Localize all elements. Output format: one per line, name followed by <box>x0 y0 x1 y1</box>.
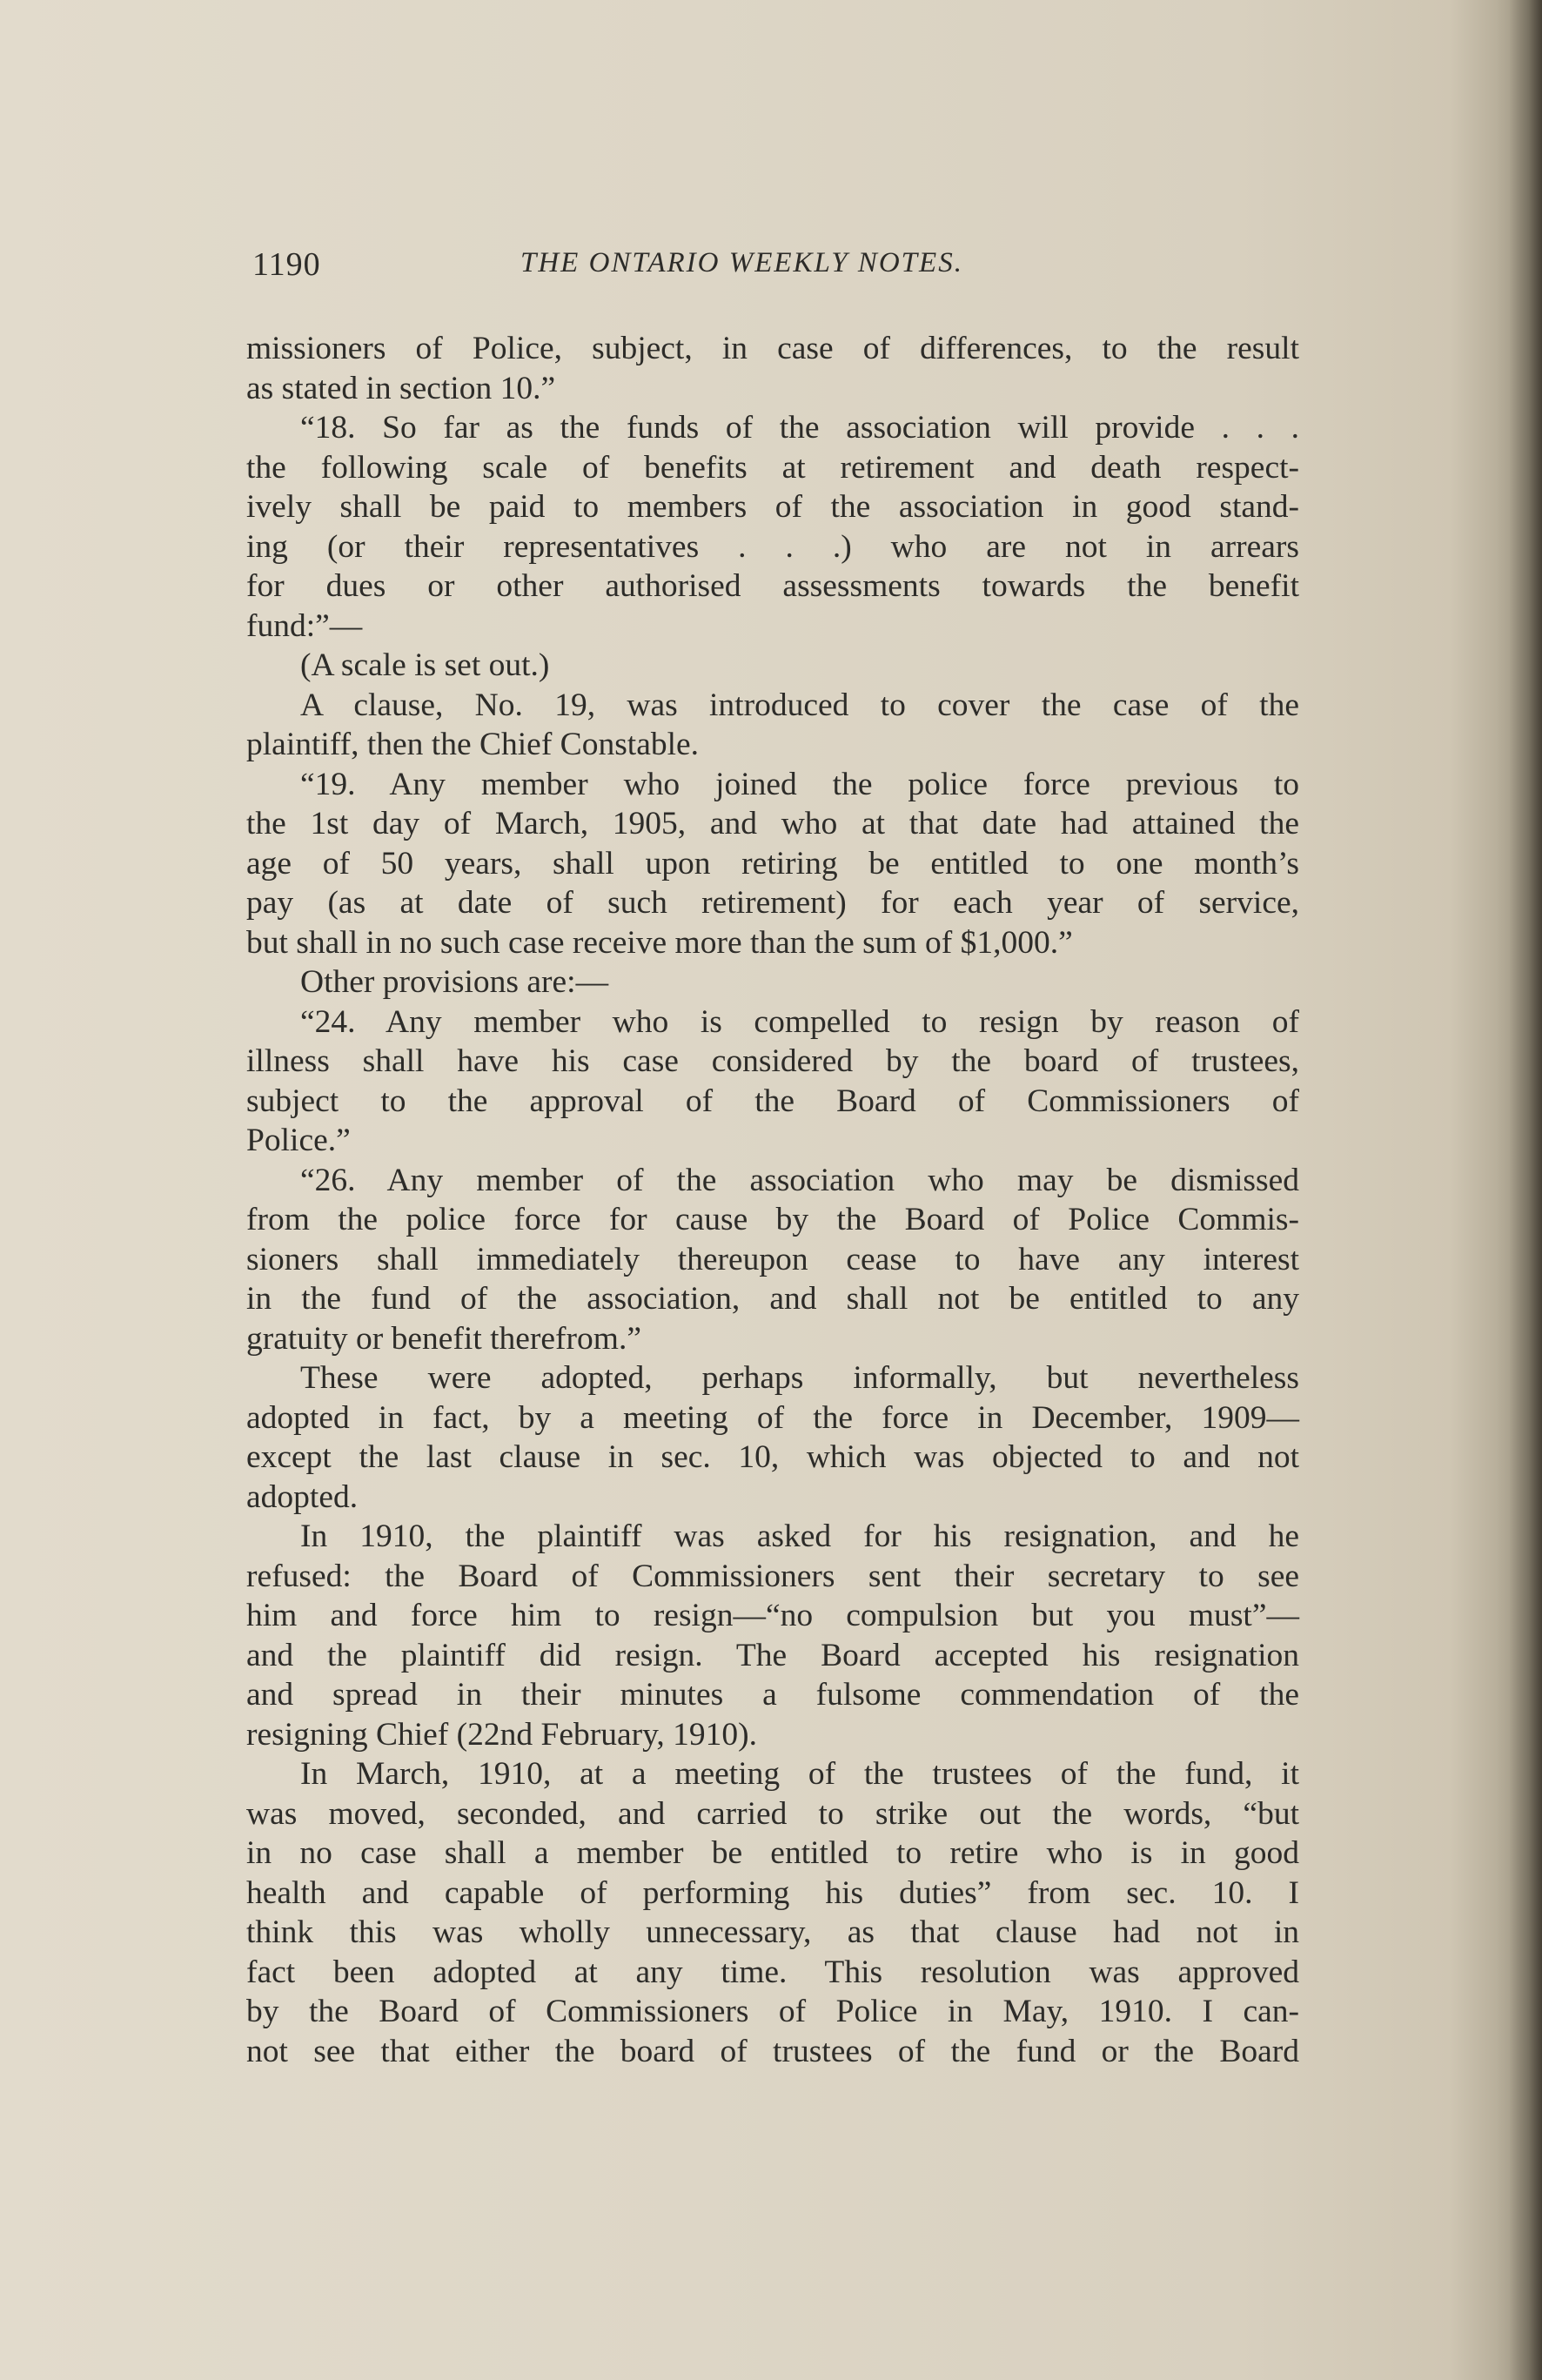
text-line: fund:”— <box>246 607 363 644</box>
text-line: by the Board of Commissioners of Police in May, 1910. I can- <box>246 1994 1299 2029</box>
text-line: refused: the Board of Commissioners sent their secretary to see <box>246 1558 1299 1594</box>
text-line: Police.” <box>246 1123 351 1158</box>
body-text <box>246 329 1299 2071</box>
text-line: A clause, No. 19, was introduced to cover the case of the <box>300 687 1299 723</box>
text-line: fact been adopted at any time. This resolution was approved <box>246 1954 1299 1990</box>
text-line: health and capable of performing his duties” from sec. 10. I <box>246 1874 1299 1911</box>
text-line: ing (or their representatives . . .) who are not in arrears <box>246 528 1299 565</box>
text-line: ively shall be paid to members of the association in good stand- <box>246 489 1299 525</box>
text-line: age of 50 years, shall upon retiring be entitled to one month’s <box>246 845 1299 882</box>
text-line: in no case shall a member be entitled to retire who is in good <box>246 1835 1299 1871</box>
text-line: from the police force for cause by the Board of Police Commis- <box>246 1202 1299 1237</box>
text-line: except the last clause in sec. 10, which was objected to and not <box>246 1439 1299 1475</box>
text-line: adopted in fact, by a meeting of the force in December, 1909— <box>246 1399 1299 1436</box>
text-line: pay (as at date of such retirement) for each year of service, <box>246 885 1299 921</box>
text-line: in the fund of the association, and shall not be entitled to any <box>246 1281 1299 1317</box>
text-line: In March, 1910, at a meeting of the trustees of the fund, it <box>300 1756 1299 1792</box>
text-line: missioners of Police, subject, in case of differences, to the result <box>246 331 1299 366</box>
running-head <box>252 245 1297 289</box>
text-line: In 1910, the plaintiff was asked for his resignation, and he <box>300 1519 1299 1554</box>
text-line: Other provisions are:— <box>300 964 609 1000</box>
text-line: the following scale of benefits at retirement and death respect- <box>246 449 1299 486</box>
page-edge-shadow <box>1509 0 1542 2380</box>
text-line: plaintiff, then the Chief Constable. <box>246 727 700 762</box>
text-line: for dues or other authorised assessments towards the benefit <box>246 568 1299 604</box>
text-line: “18. So far as the funds of the association will provide . . . <box>300 410 1299 446</box>
text-line: “24. Any member who is compelled to resign by reason of <box>300 1003 1299 1040</box>
text-line: illness shall have his case considered by the board of trustees, <box>246 1043 1299 1079</box>
text-line: and spread in their minutes a fulsome commendation of the <box>246 1677 1299 1713</box>
text-line: sioners shall immediately thereupon cease to have any interest <box>246 1241 1299 1277</box>
text-line: but shall in no such case receive more than the sum of $1,000.” <box>246 924 1073 961</box>
text-line: subject to the approval of the Board of Commissioners of <box>246 1083 1299 1119</box>
text-line: gratuity or benefit therefrom.” <box>246 1320 641 1357</box>
text-line: and the plaintiff did resign. The Board accepted his resignation <box>246 1637 1299 1673</box>
text-line: adopted. <box>246 1478 359 1515</box>
text-line: think this was wholly unnecessary, as that clause had not in <box>246 1914 1299 1950</box>
text-line: (A scale is set out.) <box>300 647 550 683</box>
text-line: These were adopted, perhaps informally, but nevertheless <box>300 1360 1299 1396</box>
text-line: him and force him to resign—“no compulsion but you must”— <box>246 1598 1299 1633</box>
text-line: resigning Chief (22nd February, 1910). <box>246 1716 758 1753</box>
page-number: 1190 <box>252 246 321 283</box>
text-line: not see that either the board of trustees of the fund or the Board <box>246 2033 1299 2069</box>
text-line: “19. Any member who joined the police force previous to <box>300 766 1299 802</box>
text-line: as stated in section 10.” <box>246 370 556 406</box>
text-line: was moved, seconded, and carried to strike out the words, “but <box>246 1795 1299 1832</box>
text-line: “26. Any member of the association who may be dismissed <box>300 1162 1299 1198</box>
text-line: the 1st day of March, 1905, and who at that date had attained the <box>246 806 1299 841</box>
journal-title: THE ONTARIO WEEKLY NOTES. <box>520 247 963 278</box>
